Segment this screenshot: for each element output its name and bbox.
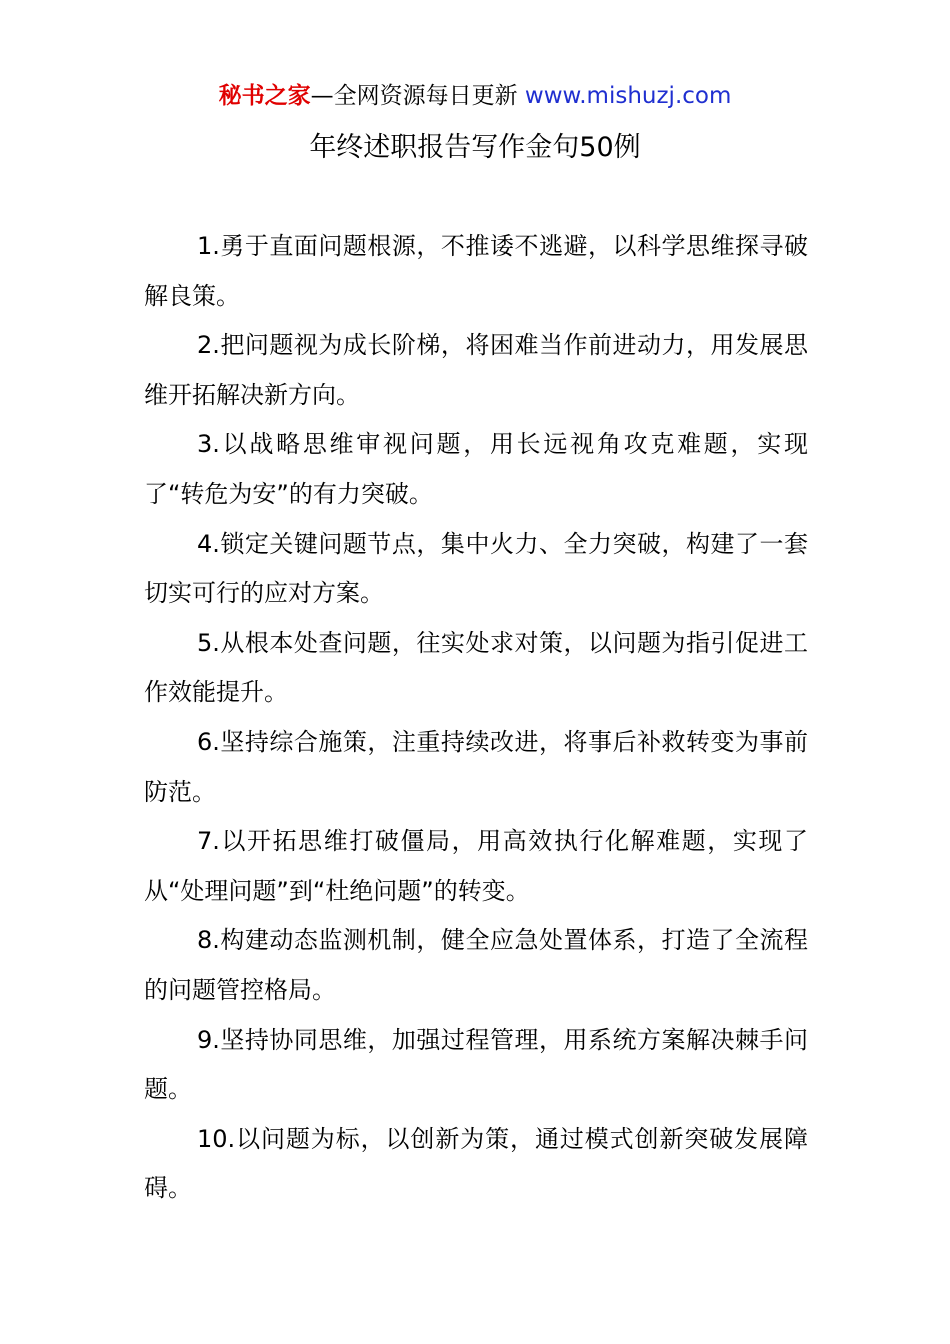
site-url-link[interactable]: www.mishuzj.com	[524, 83, 732, 109]
site-header	[0, 80, 950, 112]
site-tagline: —全网资源每日更新	[310, 83, 518, 109]
list-item: 1.勇于直面问题根源，不推诿不逃避，以科学思维探寻破解良策。	[144, 232, 808, 310]
list-item: 7.以开拓思维打破僵局，用高效执行化解难题，实现了从“处理问题”到“杜绝问题”的转变。	[144, 827, 808, 905]
list-item: 10.以问题为标，以创新为策，通过模式创新突破发展障碍。	[144, 1124, 808, 1203]
document-title: 年终述职报告写作金句50例	[309, 132, 641, 163]
brand-name: 秘书之家	[218, 83, 311, 109]
list-item: 6.坚持综合施策，注重持续改进，将事后补救转变为事前防范。	[144, 727, 808, 806]
list-item: 5.从根本处查问题，往实处求对策，以问题为指引促进工作效能提升。	[144, 628, 808, 707]
document-body	[144, 222, 808, 1214]
list-item: 2.把问题视为成长阶梯，将困难当作前进动力，用发展思维开拓解决新方向。	[144, 331, 808, 409]
list-item: 9.坚持协同思维，加强过程管理，用系统方案解决棘手问题。	[144, 1025, 808, 1104]
list-item: 8.构建动态监测机制，健全应急处置体系，打造了全流程的问题管控格局。	[144, 926, 808, 1004]
list-item: 3.以战略思维审视问题，用长远视角攻克难题，实现了“转危为安”的有力突破。	[144, 430, 808, 508]
list-item: 4.锁定关键问题节点，集中火力、全力突破，构建了一套切实可行的应对方案。	[144, 529, 808, 608]
